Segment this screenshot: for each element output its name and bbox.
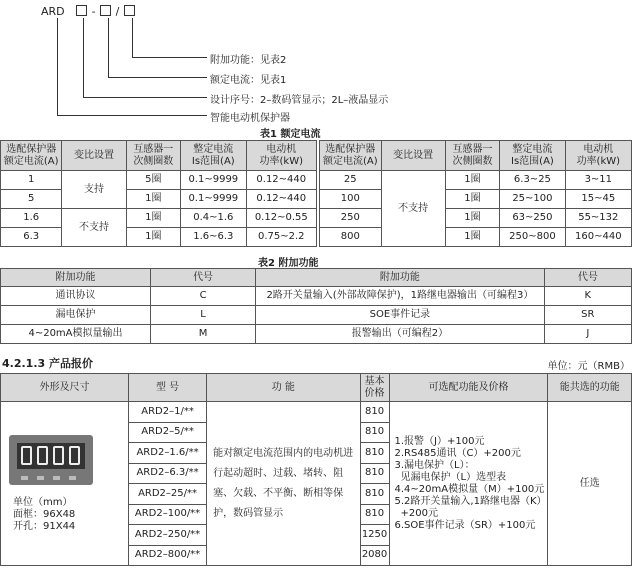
table-cell: M (151, 325, 256, 344)
table-cell: 4~20mA模拟量输出 (1, 325, 151, 344)
table-cell: 变比设置 (381, 141, 445, 171)
code-prefix: ARD (41, 5, 65, 18)
table-cell: 160~440 (565, 228, 631, 247)
table-cell: 附加功能 (256, 269, 545, 287)
table1-caption: 表1 额定电流 (260, 129, 321, 140)
table-cell: 0.12~440 (246, 190, 316, 209)
table-cell: 810 (360, 443, 389, 464)
table-cell: 电动机 功率(kW) (565, 141, 631, 171)
th-ratio: 变比设置 (62, 141, 126, 171)
dim-frame: 面框：96X48 (13, 509, 76, 520)
model-code (41, 5, 136, 18)
table-cell: L (151, 306, 256, 325)
function-desc: 能对额定电流范围内的电动机进行起动超时、过载、堵转、阻塞、欠载、不平衡、断相等保护，数码管显示 (207, 402, 361, 566)
table-cell: 800 (320, 228, 382, 247)
ratio-nosupport-right: 不支持 (381, 171, 445, 247)
ratio-support: 支持 (62, 171, 126, 209)
table-cell: 1圈 (126, 228, 180, 247)
table-cell: ARD2–6.3/** (129, 463, 207, 484)
table-row (320, 228, 632, 247)
table-cell: 1圈 (445, 228, 500, 247)
legend-product: 智能电动机保护器 (210, 113, 290, 124)
table-row (1, 325, 632, 344)
code-dash: - (91, 5, 96, 18)
legend-current: 额定电流：见表1 (210, 75, 287, 86)
table-cell: 1250 (360, 525, 389, 546)
table-cell: 附加功能 (1, 269, 151, 287)
code-box-2 (100, 5, 111, 16)
table2-caption: 表2 附加功能 (258, 258, 319, 269)
th-turns: 互感器一 次侧圈数 (126, 141, 180, 171)
table-row (1, 306, 632, 325)
legend-addon: 附加功能：见表2 (210, 55, 287, 66)
table-row (1, 171, 317, 190)
table-cell: 1圈 (126, 190, 180, 209)
section-title: 4.2.1.3 产品报价 (2, 357, 93, 370)
device-cell (1, 402, 129, 566)
table-cell: K (544, 287, 631, 306)
table-cell: 810 (360, 463, 389, 484)
table-cell: ARD2–100/** (129, 504, 207, 525)
table-cell: 2路开关量输入(外部故障保护)，1路继电器输出（可编程3） (256, 287, 545, 306)
table-cell: 功 能 (207, 374, 361, 402)
table-cell: 1 (1, 171, 62, 190)
table-cell: 100 (320, 190, 382, 209)
table-row (1, 190, 317, 209)
table-cell: 1圈 (126, 209, 180, 228)
table2 (0, 268, 632, 344)
table-cell: 型 号 (129, 374, 207, 402)
table-row (1, 228, 317, 247)
table-cell: 可选配功能及价格 (389, 374, 548, 402)
table-cell: 外形及尺寸 (1, 374, 129, 402)
table-cell: 3~11 (565, 171, 631, 190)
table-cell: 63~250 (500, 209, 565, 228)
price-table (0, 373, 632, 566)
th-range: 整定电流 Is范围(A) (181, 141, 246, 171)
price-unit: 单位：元（RMB） (547, 361, 630, 372)
table-cell: 0.75~2.2 (246, 228, 316, 247)
shared-cell: 任选 (548, 402, 632, 566)
code-box-3 (124, 5, 135, 16)
ratio-nosupport: 不支持 (62, 209, 126, 247)
code-slash: / (115, 5, 120, 18)
table-cell: 1圈 (445, 190, 500, 209)
table-cell: ARD2–1/** (129, 402, 207, 423)
table-cell: 810 (360, 504, 389, 525)
table-cell: 1圈 (445, 209, 500, 228)
table-cell: 1圈 (445, 171, 500, 190)
table-cell: 代号 (544, 269, 631, 287)
table-cell: 1.6~6.3 (181, 228, 246, 247)
th-rated: 选配保护器 额定电流(A) (1, 141, 62, 171)
table-cell: 15~45 (565, 190, 631, 209)
table-cell: SR (544, 306, 631, 325)
device-image (9, 435, 93, 485)
table-cell: 报警输出（可编程2） (256, 325, 545, 344)
table-cell: 漏电保护 (1, 306, 151, 325)
table-cell: ARD2–5/** (129, 422, 207, 443)
table-cell: SOE事件记录 (256, 306, 545, 325)
table-cell: 互感器一 次侧圈数 (445, 141, 500, 171)
table-cell: 0.1~9999 (181, 190, 246, 209)
legend-design: 设计序号：2–数码管显示；2L–液晶显示 (210, 95, 389, 106)
options-cell: 1.报警（J）+100元 2.RS485通讯（C）+200元 3.漏电保护（L）： 见漏电保护（L）选型表 4.4~20mA模拟量（M）+100元 5.2路开关量输入,1路继电器（K） +200元 6.SOE事件记录（SR）+100元 (389, 402, 548, 566)
table-cell: 6.3 (1, 228, 62, 247)
table-cell: 0.12~440 (246, 171, 316, 190)
table1-left (0, 140, 317, 247)
table-cell: 250 (320, 209, 382, 228)
table-cell: 25~100 (500, 190, 565, 209)
table-cell: ARD2–25/** (129, 484, 207, 505)
code-box-1 (76, 5, 87, 16)
dim-cutout: 开孔：91X44 (13, 521, 76, 532)
table-row (1, 209, 317, 228)
dim-unit: 单位（mm） (13, 497, 73, 508)
table-cell: 能共选的功能 (548, 374, 632, 402)
table-cell: 5圈 (126, 171, 180, 190)
th-power: 电动机 功率(kW) (246, 141, 316, 171)
table-cell: 55~132 (565, 209, 631, 228)
table-row (320, 209, 632, 228)
table-cell: 1.6 (1, 209, 62, 228)
table-cell: 810 (360, 422, 389, 443)
table-cell: 0.4~1.6 (181, 209, 246, 228)
table-cell: 代号 (151, 269, 256, 287)
table-cell: 基本 价格 (360, 374, 389, 402)
table-cell: ARD2–800/** (129, 545, 207, 566)
table-cell: 250~800 (500, 228, 565, 247)
table-cell: 5 (1, 190, 62, 209)
table-row (1, 402, 632, 423)
table-cell: 0.12~0.55 (246, 209, 316, 228)
table-cell: 25 (320, 171, 382, 190)
table-cell: 810 (360, 484, 389, 505)
table-row (320, 190, 632, 209)
table-cell: 0.1~9999 (181, 171, 246, 190)
table-cell: 整定电流 Is范围(A) (500, 141, 565, 171)
table-cell: 6.3~25 (500, 171, 565, 190)
table-cell: 2080 (360, 545, 389, 566)
table-cell: 810 (360, 402, 389, 423)
table-row (320, 171, 632, 190)
table-cell: 通讯协议 (1, 287, 151, 306)
table-cell: J (544, 325, 631, 344)
table-row (1, 287, 632, 306)
table-cell: C (151, 287, 256, 306)
table-cell: ARD2–1.6/** (129, 443, 207, 464)
table-cell: ARD2–250/** (129, 525, 207, 546)
table1-right (319, 140, 632, 247)
table-cell: 选配保护器 额定电流(A) (320, 141, 382, 171)
